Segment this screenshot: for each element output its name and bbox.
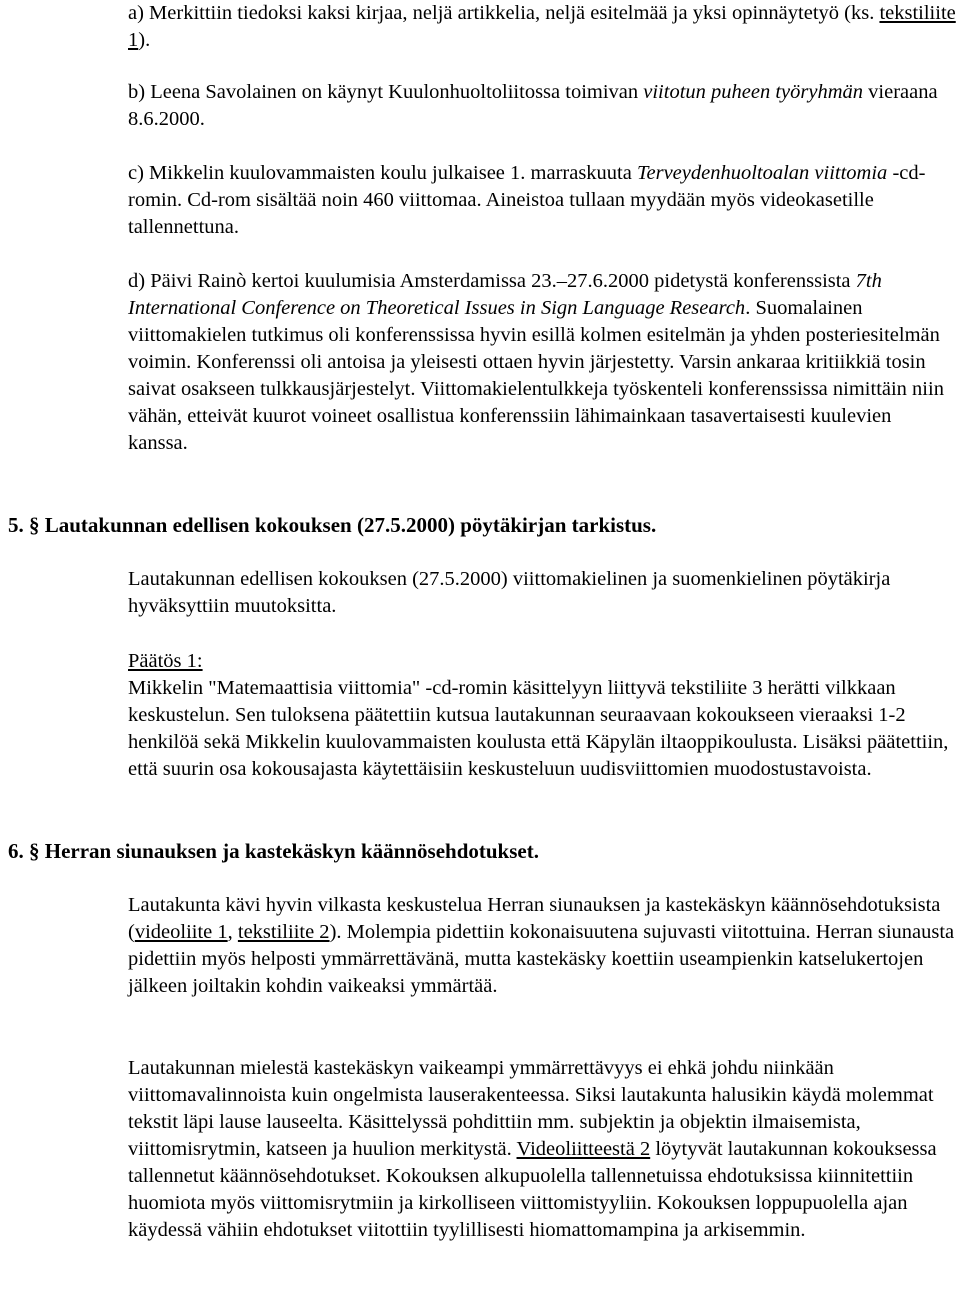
item-a-text: a) Merkittiin tiedoksi kaksi kirjaa, neljä artikkelia, neljä esitelmää ja yksi opinnäytetyö (ks.: [128, 2, 880, 24]
videoliite-2-link[interactable]: Videoliitteestä 2: [516, 1138, 651, 1160]
section-6-p1-text: Lautakunta kävi hyvin vilkasta keskustelua Herran siunauksen ja kastekäskyn käännösehdotuksista (: [128, 894, 941, 943]
section-6-p2-text-end: löytyvät lautakunnan kokouksessa tallennetut käännösehdotukset. Kokouksen alkupuolella tallennetuissa ehdotuksissa kiinnitettiin huomiota myös viittomisrytmiin ja kirkolliseen viittomistyyliin. Kokouksen loppupuolella ajan käydessä vähiin ehdotukset viitottiin tyylillisesti hiomattomampina ja arkisemmin.: [128, 1138, 937, 1241]
tekstiliite-2-link[interactable]: tekstiliite 2: [237, 921, 330, 943]
section-6-p1-text-end: ). Molempia pidettiin kokonaisuutena sujuvasti viitottuina. Herran siunausta pidettiin myös helposti ymmärrettävänä, mutta kastekäsky koettiin useampienkin katselukertojen jälkeen joiltakin kohdin vaikeaksi ymmärtää.: [128, 921, 955, 997]
item-b-paragraph: [128, 79, 956, 133]
section-5-heading: [8, 512, 948, 539]
item-b-text: b) Leena Savolainen on käynyt Kuulonhuoltoliitossa toimivan: [128, 81, 644, 103]
item-d-text-end: . Suomalainen viittomakielen tutkimus oli konferenssissa hyvin esillä kolmen esitelmän ja yhden posteriesitelmän voimin. Konferenssi oli antoisa ja yleisesti ottaen hyvin järjestetty. Varsin ankaraa kritiikkiä tosin saivat osakseen tulkkausjärjestelyt. Viittomakielentulkkeja työskenteli konferenssissa nimittäin niin vähän, etteivät kuurot voineet osallistua konferenssiin lähimainkaan tasavertaisesti kuulevien kanssa.: [128, 297, 944, 454]
item-b-text-end: vieraana 8.6.2000.: [128, 81, 938, 130]
decision-text: Mikkelin "Matemaattisia viittomia" -cd-romin käsittelyyn liittyvä tekstiliite 3 herätti vilkkaan keskustelun. Sen tuloksena päätettiin kutsua lautakunnan seuraavaan kokoukseen vieraaksi 1-2 henkilöä sekä Mikkelin kuulovammaisten koulusta että Käpylän iltaoppikoulusta. Lisäksi päätettiin, että suurin osa kokousajasta käytettäisiin keskusteluun uudisviittomien muodostustavoista.: [128, 677, 949, 780]
item-a-paragraph: [128, 0, 956, 54]
decision-label-text: Päätös 1:: [128, 650, 203, 672]
item-c-italic: Terveydenhuoltoalan viittomia: [636, 162, 888, 184]
section-6-heading: [8, 838, 948, 865]
tekstiliite-1-link[interactable]: tekstiliite 1: [128, 2, 956, 51]
section-6-p2-text: Lautakunnan mielestä kastekäskyn vaikeampi ymmärrettävyys ei ehkä johdu niinkään viittomavalinnoista kuin ongelmista lauserakenteessa. Siksi lautakunta halusikin käydä molemmat tekstit läpi lause lauseelta. Käsittelyssä pohdittiin mm. subjektin ja objektin ilmaisemista, viittomisrytmin, katseen ja huulion merkitystä.: [128, 1057, 934, 1160]
section-5-paragraph: [128, 566, 956, 620]
videoliite-1-link[interactable]: videoliite 1: [134, 921, 228, 943]
section-6-number: 6.: [8, 839, 24, 863]
section-5-text: Lautakunnan edellisen kokouksen (27.5.2000) viittomakielinen ja suomenkielinen pöytäkirja hyväksyttiin muutoksitta.: [128, 568, 891, 617]
item-d-text: d) Päivi Rainò kertoi kuulumisia Amsterdamissa 23.–27.6.2000 pidetystä konferenssista: [128, 270, 856, 292]
section-6-paragraph-2: [128, 1055, 956, 1244]
item-c-text-end: -cd-romin. Cd-rom sisältää noin 460 viittomaa. Aineistoa tullaan myydään myös videokasetille tallennettuna.: [128, 162, 926, 238]
section-5-number: 5.: [8, 513, 24, 537]
section-6-p1-sep: ,: [227, 921, 238, 943]
decision-label: [128, 648, 956, 675]
item-a-text-end: ).: [138, 29, 151, 51]
section-5-title: Lautakunnan edellisen kokouksen (27.5.2000) pöytäkirjan tarkistus.: [44, 513, 657, 537]
section-sign-icon: §: [29, 513, 40, 537]
section-6-title: Herran siunauksen ja kastekäskyn käännösehdotukset.: [44, 839, 539, 863]
item-d-italic: 7th International Conference on Theoretical Issues in Sign Language Research: [128, 270, 882, 319]
section-sign-icon: §: [29, 839, 40, 863]
item-d-paragraph: [128, 268, 956, 457]
item-b-italic: viitotun puheen työryhmän: [643, 81, 864, 103]
section-6-paragraph-1: [128, 892, 956, 1000]
item-c-paragraph: [128, 160, 956, 241]
item-c-text: c) Mikkelin kuulovammaisten koulu julkaisee 1. marraskuuta: [128, 162, 637, 184]
decision-paragraph: [128, 675, 956, 783]
